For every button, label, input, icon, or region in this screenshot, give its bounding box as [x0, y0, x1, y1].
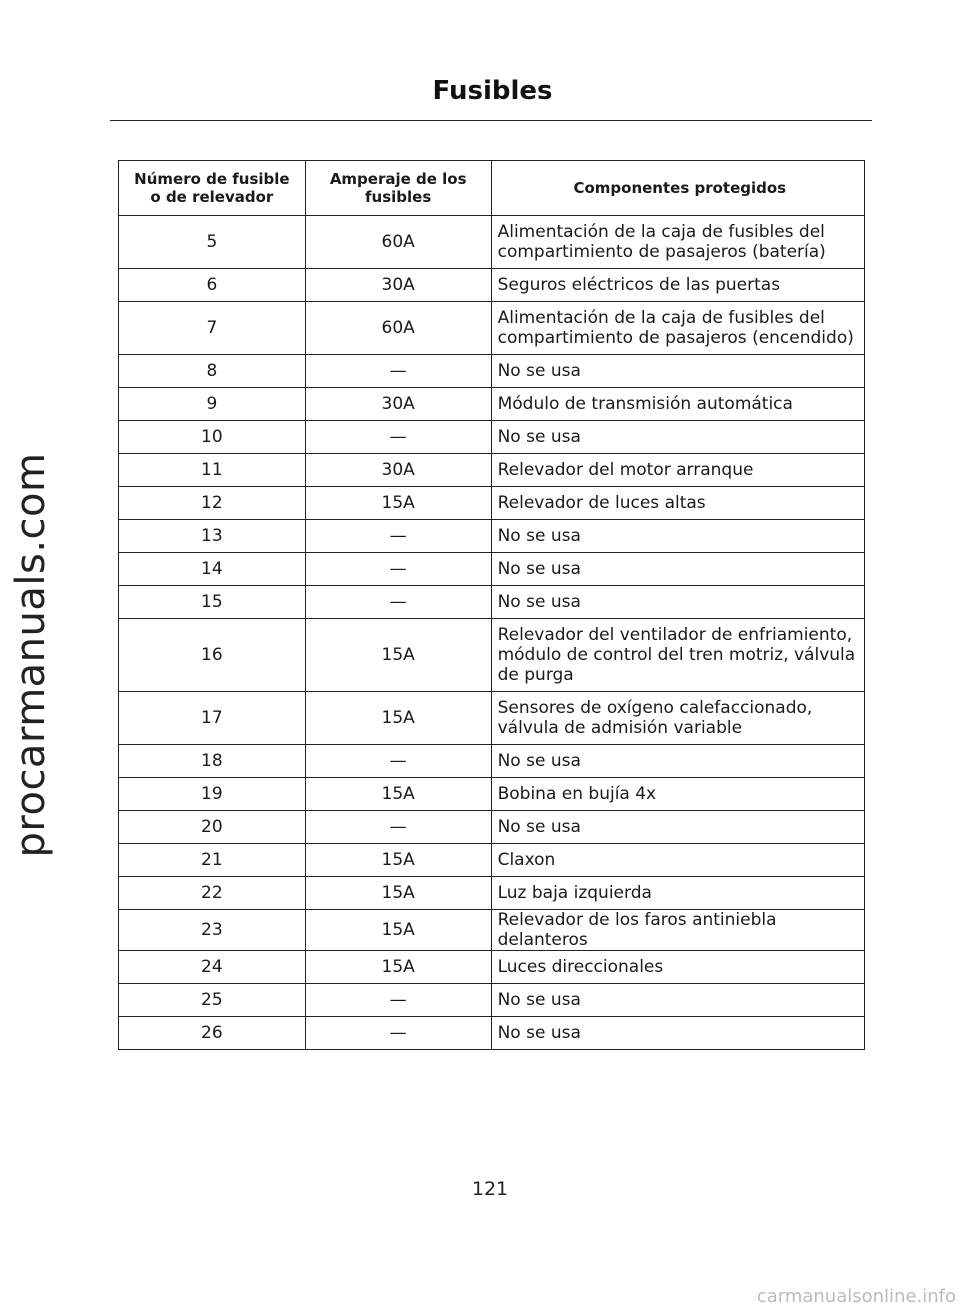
header-fuse-number: Número de fusible o de relevador — [119, 161, 306, 216]
fuse-number-cell: 22 — [119, 877, 306, 910]
table-row — [119, 553, 865, 586]
fuse-number-cell: 21 — [119, 844, 306, 877]
component-cell: No se usa — [491, 421, 864, 454]
component-cell: Claxon — [491, 844, 864, 877]
component-cell: No se usa — [491, 745, 864, 778]
component-cell: Relevador del motor arranque — [491, 454, 864, 487]
fuse-number-cell: 9 — [119, 388, 306, 421]
table-row — [119, 1017, 865, 1050]
fuse-number-cell: 26 — [119, 1017, 306, 1050]
table-row — [119, 984, 865, 1017]
table-row — [119, 951, 865, 984]
amperage-cell: 30A — [305, 454, 491, 487]
component-cell: Relevador de los faros antiniebla delanteros — [491, 910, 864, 951]
table-row — [119, 811, 865, 844]
amperage-cell: — — [305, 520, 491, 553]
fuse-number-cell: 10 — [119, 421, 306, 454]
amperage-cell: — — [305, 745, 491, 778]
amperage-cell: 15A — [305, 778, 491, 811]
header-components: Componentes protegidos — [491, 161, 864, 216]
component-cell: No se usa — [491, 984, 864, 1017]
amperage-cell: 15A — [305, 844, 491, 877]
fuse-number-cell: 23 — [119, 910, 306, 951]
fuse-number-cell: 15 — [119, 586, 306, 619]
title-rule — [110, 120, 872, 121]
table-row — [119, 619, 865, 692]
header-amperage: Amperaje de los fusibles — [305, 161, 491, 216]
amperage-cell: 15A — [305, 692, 491, 745]
amperage-cell: 30A — [305, 269, 491, 302]
fuse-number-cell: 8 — [119, 355, 306, 388]
fuse-number-cell: 16 — [119, 619, 306, 692]
amperage-cell: 15A — [305, 619, 491, 692]
table-row — [119, 454, 865, 487]
fuse-number-cell: 6 — [119, 269, 306, 302]
table-row — [119, 745, 865, 778]
amperage-cell: — — [305, 421, 491, 454]
amperage-cell: — — [305, 984, 491, 1017]
amperage-cell: 15A — [305, 877, 491, 910]
amperage-cell: 60A — [305, 216, 491, 269]
amperage-cell: — — [305, 355, 491, 388]
component-cell: Relevador del ventilador de enfriamiento, módulo de control del tren motriz, válvula de purga — [491, 619, 864, 692]
table-row — [119, 487, 865, 520]
component-cell: Luz baja izquierda — [491, 877, 864, 910]
fuse-number-cell: 20 — [119, 811, 306, 844]
fuse-table-body — [119, 216, 865, 1050]
component-cell: Seguros eléctricos de las puertas — [491, 269, 864, 302]
fuse-number-cell: 17 — [119, 692, 306, 745]
component-cell: No se usa — [491, 355, 864, 388]
fuse-table — [118, 160, 865, 1050]
amperage-cell: 15A — [305, 910, 491, 951]
component-cell: No se usa — [491, 520, 864, 553]
component-cell: No se usa — [491, 1017, 864, 1050]
fuse-number-cell: 19 — [119, 778, 306, 811]
table-row — [119, 355, 865, 388]
component-cell: Relevador de luces altas — [491, 487, 864, 520]
component-cell: No se usa — [491, 586, 864, 619]
component-cell: Módulo de transmisión automática — [491, 388, 864, 421]
fuse-number-cell: 12 — [119, 487, 306, 520]
amperage-cell: 60A — [305, 302, 491, 355]
table-row — [119, 844, 865, 877]
table-row — [119, 388, 865, 421]
component-cell: Sensores de oxígeno calefaccionado, válvula de admisión variable — [491, 692, 864, 745]
table-header-row — [119, 161, 865, 216]
table-row — [119, 877, 865, 910]
table-row — [119, 586, 865, 619]
table-row — [119, 778, 865, 811]
table-row — [119, 910, 865, 951]
component-cell: Alimentación de la caja de fusibles del compartimiento de pasajeros (batería) — [491, 216, 864, 269]
amperage-cell: — — [305, 1017, 491, 1050]
table-row — [119, 421, 865, 454]
footer-watermark: carmanualsonline.info — [756, 1286, 956, 1307]
amperage-cell: 15A — [305, 951, 491, 984]
component-cell: Alimentación de la caja de fusibles del compartimiento de pasajeros (encendido) — [491, 302, 864, 355]
amperage-cell: — — [305, 586, 491, 619]
table-row — [119, 302, 865, 355]
fuse-number-cell: 11 — [119, 454, 306, 487]
amperage-cell: — — [305, 553, 491, 586]
page-number: 121 — [471, 1178, 509, 1200]
component-cell: Luces direccionales — [491, 951, 864, 984]
page-title: Fusibles — [432, 76, 553, 106]
amperage-cell: 30A — [305, 388, 491, 421]
amperage-cell: 15A — [305, 487, 491, 520]
fuse-number-cell: 5 — [119, 216, 306, 269]
fuse-number-cell: 18 — [119, 745, 306, 778]
component-cell: No se usa — [491, 553, 864, 586]
table-row — [119, 216, 865, 269]
amperage-cell: — — [305, 811, 491, 844]
fuse-number-cell: 7 — [119, 302, 306, 355]
table-row — [119, 520, 865, 553]
component-cell: Bobina en bujía 4x — [491, 778, 864, 811]
fuse-number-cell: 13 — [119, 520, 306, 553]
table-row — [119, 692, 865, 745]
fuse-number-cell: 24 — [119, 951, 306, 984]
component-cell: No se usa — [491, 811, 864, 844]
fuse-number-cell: 25 — [119, 984, 306, 1017]
fuse-number-cell: 14 — [119, 553, 306, 586]
table-row — [119, 269, 865, 302]
side-watermark: procarmanuals.com — [8, 452, 54, 858]
